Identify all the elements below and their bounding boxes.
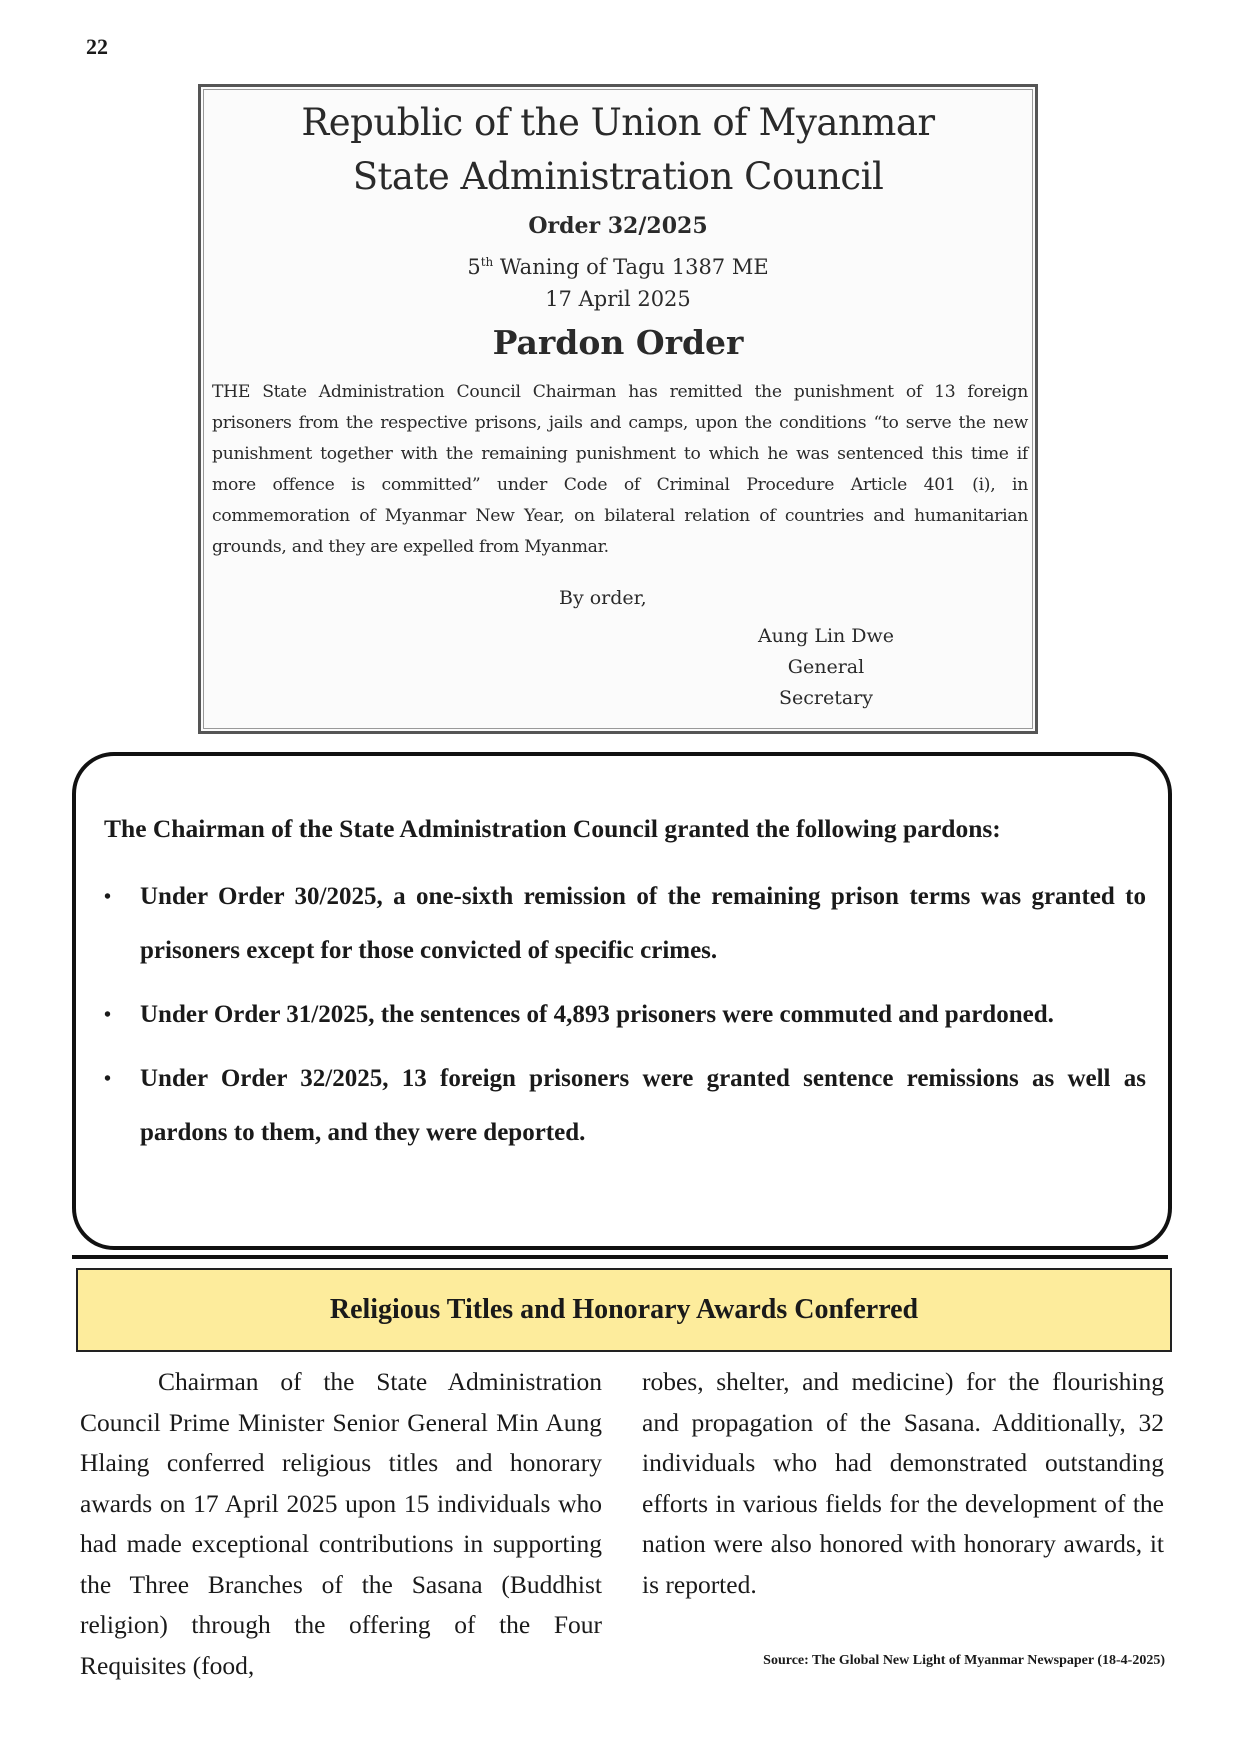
date-waning-sup: th [480, 255, 494, 269]
list-item [104, 988, 1146, 1042]
article-right-column: robes, shelter, and medicine) for the flourishing and propagation of the Sasana. Additionally, 32 individuals who had demonstrated outstanding efforts in various fields for the development of the nation were also honored with honorary awards, it is reported. [642, 1367, 1164, 1599]
list-item-text: Under Order 32/2025, 13 foreign prisoners were granted sentence remissions as well as pardons to them, and they were deported. [140, 1065, 1146, 1146]
clipping-by-order: By order, [559, 587, 647, 609]
article-source: Source: The Global New Light of Myanmar Newspaper (18-4-2025) [763, 1653, 1165, 1668]
list-item [104, 870, 1146, 978]
date-waning-rest: Waning of Tagu 1387 ME [493, 255, 769, 279]
article-left-column: Chairman of the State Administration Council Prime Minister Senior General Min Aung Hlaing conferred religious titles and honorary awards on 17 April 2025 upon 15 individuals who had made exceptional contributions in supporting the Three Branches of the Sasana (Buddhist religion) through the offering of the Four Requisites (food, [80, 1367, 602, 1680]
page-number: 22 [86, 34, 108, 59]
pardons-summary-box [72, 752, 1172, 1250]
article-heading: Religious Titles and Honorary Awards Conferred [76, 1268, 1172, 1352]
list-item-text: Under Order 30/2025, a one-sixth remission of the remaining prison terms was granted to prisoners except for those convicted of specific crimes. [140, 883, 1146, 964]
summary-intro: The Chairman of the State Administration Council granted the following pardons: [104, 814, 1001, 843]
date-waning-prefix: 5 [467, 255, 481, 279]
signatory-title-line1: General [787, 656, 865, 678]
bullet-icon: • [104, 1004, 112, 1026]
clipping-order-number: Order 32/2025 [528, 213, 708, 239]
clipping-body: THE State Administration Council Chairman has remitted the punishment of 13 foreign prisoners from the respective prisons, jails and camps, upon the conditions “to serve the new punishment together with the remaining punishment to which he was sentenced this time if more offence is committed” under Code of Criminal Procedure Article 401 (i), in commemoration of Myanmar New Year, on bilateral relation of countries and humanitarian grounds, and they are expelled from Myanmar. [212, 382, 1028, 557]
clipping-signatory [721, 621, 931, 714]
bullet-icon: • [104, 1068, 112, 1090]
clipping-org-line2: State Administration Council [352, 155, 884, 198]
signatory-title-line2: Secretary [778, 687, 873, 709]
clipping-title: Pardon Order [492, 323, 744, 362]
signatory-name: Aung Lin Dwe [757, 625, 895, 647]
list-item-text: Under Order 31/2025, the sentences of 4,893 prisoners were commuted and pardoned. [140, 1001, 1054, 1028]
clipping-date-waning [201, 255, 1035, 279]
summary-list [104, 870, 1146, 1170]
bullet-icon: • [104, 886, 112, 908]
section-divider [72, 1255, 1168, 1259]
clipping-date-gregorian: 17 April 2025 [545, 287, 691, 311]
clipping-org-line1: Republic of the Union of Myanmar [301, 101, 935, 144]
newspaper-clipping [198, 84, 1038, 734]
list-item [104, 1052, 1146, 1160]
